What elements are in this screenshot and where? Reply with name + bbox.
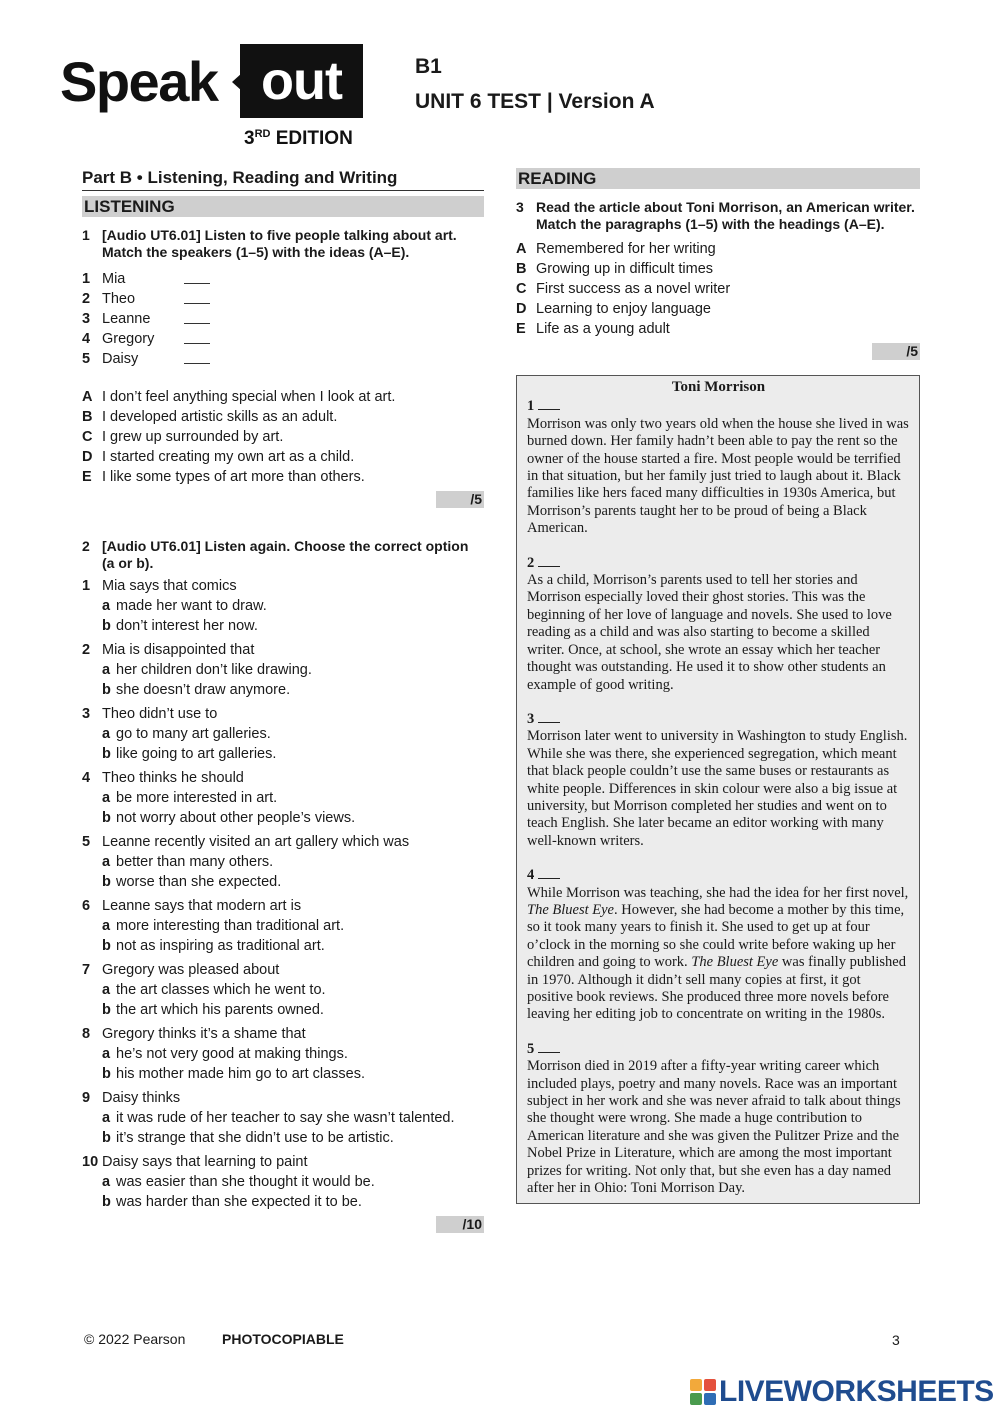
idea-row — [82, 467, 484, 487]
idea-text: I grew up surrounded by art. — [102, 429, 284, 445]
multiple-choice-list — [82, 576, 484, 1212]
heading-text: Growing up in difficult times — [536, 261, 714, 277]
option-letter: a — [102, 982, 111, 998]
option-text: be more interested in art. — [116, 790, 278, 806]
option-text: more interesting than traditional art. — [116, 918, 345, 934]
paragraph-heading — [527, 711, 910, 728]
mc-stem — [82, 640, 484, 660]
article-paragraphs — [527, 398, 910, 1197]
mc-item — [82, 1152, 484, 1212]
listening-section-bar: LISTENING — [82, 196, 484, 217]
mc-item — [82, 896, 484, 956]
option-text: was easier than she thought it would be. — [116, 1174, 375, 1190]
paragraph-heading — [527, 555, 910, 572]
option-text: like going to art galleries. — [116, 746, 277, 762]
mc-option-b[interactable] — [82, 1064, 484, 1084]
article-paragraph — [527, 555, 910, 694]
option-letter: b — [102, 1130, 111, 1146]
article-paragraph — [527, 867, 910, 1024]
liveworksheets-icon — [690, 1379, 716, 1405]
option-letter: a — [102, 1174, 111, 1190]
paragraph-number: 1 — [527, 398, 535, 415]
mc-number: 8 — [82, 1026, 91, 1042]
speaker-row — [82, 349, 484, 369]
mc-number: 5 — [82, 834, 91, 850]
mc-stem-text: Gregory was pleased about — [102, 962, 280, 978]
speaker-list — [82, 269, 484, 369]
q3-score: /5 — [516, 343, 920, 360]
heading-letter: A — [516, 241, 527, 257]
mc-option-a[interactable] — [82, 596, 484, 616]
option-letter: a — [102, 918, 111, 934]
mc-option-b[interactable] — [82, 872, 484, 892]
level-label: B1 — [415, 55, 442, 78]
idea-letter: A — [82, 389, 93, 405]
idea-row — [82, 427, 484, 447]
logo-out-text: out — [261, 51, 342, 111]
heading-text: Remembered for her writing — [536, 241, 716, 257]
mc-stem-text: Mia says that comics — [102, 578, 237, 594]
mc-number: 7 — [82, 962, 91, 978]
heading-text: Learning to enjoy language — [536, 301, 711, 317]
liveworksheets-logo — [690, 1374, 994, 1410]
option-letter: a — [102, 726, 111, 742]
idea-letter: D — [82, 449, 93, 465]
paragraph-heading — [527, 398, 910, 415]
q2-score: /10 — [82, 1216, 484, 1233]
mc-option-b[interactable] — [82, 616, 484, 636]
heading-row — [516, 259, 920, 279]
speaker-name: Gregory — [102, 331, 155, 347]
speakout-logo — [60, 44, 365, 154]
mc-option-a[interactable] — [82, 724, 484, 744]
mc-item — [82, 576, 484, 636]
idea-letter: E — [82, 469, 92, 485]
photocopiable-label: PHOTOCOPIABLE — [222, 1331, 344, 1347]
option-letter: b — [102, 810, 111, 826]
speaker-row — [82, 329, 484, 349]
option-text: not worry about other people’s views. — [116, 810, 356, 826]
mc-option-b[interactable] — [82, 680, 484, 700]
mc-stem-text: Leanne recently visited an art gallery which was — [102, 834, 410, 850]
page-number: 3 — [892, 1332, 900, 1348]
q1-score: /5 — [82, 491, 484, 508]
option-letter: b — [102, 1066, 111, 1082]
speaker-name: Leanne — [102, 311, 151, 327]
paragraph-text-part: . However, she had become a mother by this time, so it took many years to finish it. She used to get up at four o’clock in the morning so she could write before waking up her children and going to work. — [527, 901, 905, 971]
option-letter: a — [102, 1046, 111, 1062]
mc-number: 2 — [82, 642, 91, 658]
mc-stem-text: Gregory thinks it’s a shame that — [102, 1026, 306, 1042]
speaker-name: Daisy — [102, 351, 139, 367]
article-box — [516, 375, 920, 1204]
mc-stem-text: Leanne says that modern art is — [102, 898, 302, 914]
question-1-instruction: 1 [Audio UT6.01] Listen to five people talking about art. Match the speakers (1–5) with the ideas (A–E). — [82, 227, 457, 260]
part-title: Part B • Listening, Reading and Writing — [82, 168, 484, 191]
book-title: The Bluest Eye — [691, 954, 779, 971]
heading-letter: D — [516, 301, 527, 317]
test-title: UNIT 6 TEST | Version A — [415, 90, 655, 113]
mc-number: 10 — [82, 1154, 99, 1170]
paragraph-number: 5 — [527, 1040, 535, 1057]
option-letter: b — [102, 874, 111, 890]
question-2-instruction: 2 [Audio UT6.01] Listen again. Choose the correct option (a or b). — [82, 538, 469, 571]
mc-option-a[interactable] — [82, 1108, 484, 1128]
mc-stem-text: Daisy thinks — [102, 1090, 181, 1106]
mc-option-b[interactable] — [82, 1128, 484, 1148]
option-text: he’s not very good at making things. — [116, 1046, 348, 1062]
paragraph-text-part: was finally published in 1970. Although it didn’t sell many copies at first, it got positive book reviews. She produced three more novels before leaving her editing job to concentrate on writing in the 1980s. — [527, 954, 906, 1023]
mc-item — [82, 704, 484, 764]
option-letter: a — [102, 790, 111, 806]
option-text: better than many others. — [116, 854, 274, 870]
option-letter: a — [102, 854, 111, 870]
paragraph-text: Morrison was only two years old when the house she lived in was burned down. Her family hadn’t been able to pay the rent so the owner of the house started a fire. Most people would be terrified in that situation, but her family just tried to laugh about it. Black families like hers faced many difficulties in 1930s America, but Morrison’s parents taught her to be proud of being a Black American. — [527, 415, 909, 537]
paragraph-answer-blank[interactable] — [538, 867, 560, 879]
mc-stem — [82, 1152, 484, 1172]
logo-speak-text: Speak — [60, 50, 218, 113]
mc-option-b[interactable] — [82, 936, 484, 956]
mc-item — [82, 1024, 484, 1084]
answer-blank[interactable] — [184, 289, 210, 304]
mc-option-a[interactable] — [82, 1044, 484, 1064]
answer-blank[interactable] — [184, 309, 210, 324]
speaker-number: 1 — [82, 271, 91, 287]
mc-number: 3 — [82, 706, 91, 722]
paragraph-answer-blank[interactable] — [538, 1041, 560, 1053]
mc-option-a[interactable] — [82, 788, 484, 808]
option-text: the art which his parents owned. — [116, 1002, 324, 1018]
answer-blank[interactable] — [184, 269, 210, 284]
option-text: she doesn’t draw anymore. — [116, 682, 291, 698]
mc-option-a[interactable] — [82, 980, 484, 1000]
paragraph-text: Morrison later went to university in Washington to study English. While she was there, she experienced segregation, which meant that black people couldn’t use the same buses or restaurants as white people. Differences in skin colour were also a big issue at university, but Morrison completed her studies and went on to teach English. She later became an editor working with many well-known writers. — [527, 728, 908, 849]
heading-letter: E — [516, 321, 526, 337]
option-letter: b — [102, 682, 111, 698]
option-letter: b — [102, 938, 111, 954]
mc-stem — [82, 1088, 484, 1108]
speaker-row — [82, 289, 484, 309]
mc-item — [82, 640, 484, 700]
option-text: was harder than she expected it to be. — [116, 1194, 362, 1210]
mc-option-b[interactable] — [82, 744, 484, 764]
mc-option-b[interactable] — [82, 1192, 484, 1212]
idea-list — [82, 387, 484, 487]
option-letter: b — [102, 618, 111, 634]
speaker-row — [82, 269, 484, 289]
copyright: © 2022 Pearson — [84, 1331, 186, 1347]
paragraph-number: 2 — [527, 554, 535, 571]
speaker-number: 4 — [82, 331, 91, 347]
mc-stem — [82, 832, 484, 852]
option-letter: a — [102, 598, 111, 614]
option-text: don’t interest her now. — [116, 618, 258, 634]
option-text: go to many art galleries. — [116, 726, 271, 742]
article-paragraph — [527, 398, 910, 537]
heading-row — [516, 239, 920, 259]
option-text: not as inspiring as traditional art. — [116, 938, 325, 954]
heading-letter: B — [516, 261, 527, 277]
speaker-row — [82, 309, 484, 329]
mc-number: 4 — [82, 770, 91, 786]
speaker-name: Mia — [102, 271, 126, 287]
paragraph-number: 3 — [527, 710, 535, 727]
paragraph-heading — [527, 1041, 910, 1058]
speaker-number: 5 — [82, 351, 91, 367]
idea-letter: B — [82, 409, 93, 425]
heading-row — [516, 279, 920, 299]
paragraph-text-part: While Morrison was teaching, she had the idea for her first novel, — [527, 884, 909, 901]
option-text: it’s strange that she didn’t use to be artistic. — [116, 1130, 394, 1146]
mc-option-a[interactable] — [82, 852, 484, 872]
paragraph-answer-blank[interactable] — [538, 555, 560, 567]
mc-stem — [82, 768, 484, 788]
speaker-number: 3 — [82, 311, 91, 327]
paragraph-answer-blank[interactable] — [538, 398, 560, 410]
article-paragraph — [527, 711, 910, 850]
heading-row — [516, 319, 920, 339]
reading-section-bar: READING — [516, 168, 920, 189]
mc-number: 1 — [82, 578, 91, 594]
mc-stem-text: Theo didn’t use to — [102, 706, 218, 722]
mc-option-a[interactable] — [82, 916, 484, 936]
mc-stem-text: Theo thinks he should — [102, 770, 244, 786]
paragraph-text: As a child, Morrison’s parents used to tell her stories and Morrison especially loved their ghost stories. This was the beginning of her love of language and novels. She used to love reading as a child and was also starting to become a skilled writer. Once, at school, she wrote an essay which her teacher thought was outstanding. He used it to show other students an example of good writing. — [527, 572, 892, 693]
option-letter: b — [102, 746, 111, 762]
option-text: worse than she expected. — [116, 874, 282, 890]
heading-letter: C — [516, 281, 527, 297]
answer-blank[interactable] — [184, 349, 210, 364]
option-text: his mother made him go to art classes. — [116, 1066, 366, 1082]
question-3-instruction: 3 Read the article about Toni Morrison, an American writer. Match the paragraphs (1–5) with the headings (A–E). — [516, 199, 915, 232]
paragraph-heading — [527, 867, 910, 884]
mc-item — [82, 768, 484, 828]
mc-number: 9 — [82, 1090, 91, 1106]
mc-stem-text: Daisy says that learning to paint — [102, 1154, 308, 1170]
idea-letter: C — [82, 429, 93, 445]
heading-text: First success as a novel writer — [536, 281, 731, 297]
mc-stem — [82, 1024, 484, 1044]
mc-item — [82, 1088, 484, 1148]
option-text: her children don’t like drawing. — [116, 662, 312, 678]
paragraph-text: Morrison died in 2019 after a fifty-year writing career which included plays, poetry and many novels. Race was an important subject in her work and she was never afraid to talk about things she thought were wrong. She made a huge contribution to American literature and she was given the Pulitzer Prize and the Nobel Prize in Literature, which are among the most important prizes for writing. Not only that, but she even has a day named after her in Ohio: Toni Morrison Day. — [527, 1058, 901, 1197]
idea-row — [82, 407, 484, 427]
mc-item — [82, 960, 484, 1020]
option-letter: b — [102, 1194, 111, 1210]
mc-option-b[interactable] — [82, 808, 484, 828]
idea-row — [82, 387, 484, 407]
idea-text: I like some types of art more than others. — [102, 469, 365, 485]
article-paragraph — [527, 1041, 910, 1198]
idea-text: I developed artistic skills as an adult. — [102, 409, 338, 425]
mc-stem — [82, 704, 484, 724]
mc-option-a[interactable] — [82, 1172, 484, 1192]
mc-number: 6 — [82, 898, 91, 914]
paragraph-answer-blank[interactable] — [538, 711, 560, 723]
option-letter: a — [102, 1110, 111, 1126]
left-column — [82, 168, 484, 1233]
liveworksheets-text: LIVEWORKSHEETS — [719, 1375, 994, 1408]
option-text: made her want to draw. — [116, 598, 267, 614]
idea-row — [82, 447, 484, 467]
paragraph-text — [527, 885, 910, 1024]
heading-row — [516, 299, 920, 319]
article-title: Toni Morrison — [671, 379, 766, 395]
mc-item — [82, 832, 484, 892]
idea-text: I don’t feel anything special when I look at art. — [102, 389, 396, 405]
mc-option-a[interactable] — [82, 660, 484, 680]
speaker-number: 2 — [82, 291, 91, 307]
mc-option-b[interactable] — [82, 1000, 484, 1020]
mc-stem — [82, 576, 484, 596]
mc-stem — [82, 896, 484, 916]
mc-stem — [82, 960, 484, 980]
speaker-name: Theo — [102, 291, 136, 307]
logo-edition: 3RD EDITION — [244, 128, 353, 149]
paragraph-number: 4 — [527, 867, 535, 884]
heading-text: Life as a young adult — [536, 321, 670, 337]
answer-blank[interactable] — [184, 329, 210, 344]
heading-list — [516, 239, 920, 339]
idea-text: I started creating my own art as a child. — [102, 449, 355, 465]
option-letter: a — [102, 662, 111, 678]
book-title: The Bluest Eye — [527, 901, 614, 918]
right-column — [516, 168, 920, 1204]
option-text: it was rude of her teacher to say she wasn’t talented. — [116, 1110, 455, 1126]
option-letter: b — [102, 1002, 111, 1018]
option-text: the art classes which he went to. — [116, 982, 326, 998]
mc-stem-text: Mia is disappointed that — [102, 642, 255, 658]
